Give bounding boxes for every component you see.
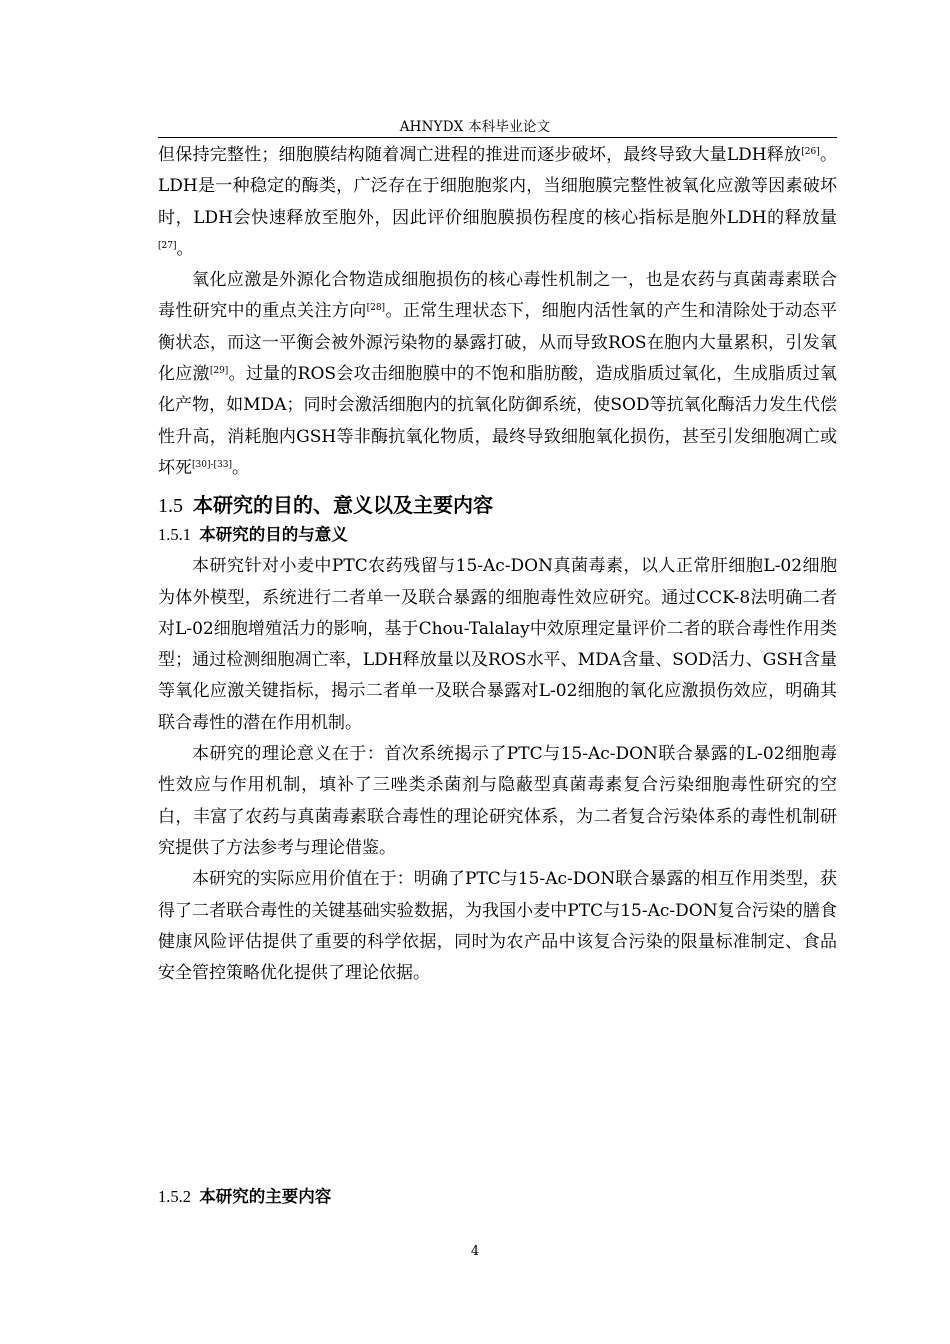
paragraph-text: 。 (176, 238, 194, 259)
section-title: 本研究的目的与意义 (199, 525, 348, 545)
section-heading-1-5-1 (158, 522, 837, 548)
section-number: 1.5.1 (158, 525, 191, 545)
running-header: AHNYDX 本科毕业论文 (399, 119, 551, 135)
citation-ref: [27] (158, 240, 177, 251)
page-body (158, 140, 837, 989)
paragraph-text: 。 (232, 457, 249, 478)
citation-ref: [26] (801, 147, 820, 157)
paragraph-text: 。正常生理状态下，细胞内活性氧的产生和清除处于动态平衡状态，而这一平衡会被外源污染物的暴露打破，从而导致ROS在胞内大量累积，引发氧化应激 (158, 301, 838, 385)
section-title: 本研究的主要内容 (199, 1187, 332, 1206)
citation-ref: [29] (209, 366, 229, 377)
paragraph-text: 。过量的ROS会攻击细胞膜中的不饱和脂肪酸，造成脂质过氧化，生成脂质过氧化产物，如MDA；同时会激活细胞内的抗氧化防御系统，使SOD等抗氧化酶活力发生代偿性升高，消耗胞内GSH等非酶抗氧化物质，最终导致细胞氧化损伤，甚至引发细胞凋亡或坏死 (158, 364, 837, 478)
header-rule (158, 137, 837, 138)
body-paragraph-purpose: 本研究针对小麦中PTC农药残留与15-Ac-DON真菌毒素，以人正常肝细胞L-02细胞为体外模型，系统进行二者单一及联合暴露的细胞毒性效应研究。通过CCK-8法明确二者对L-02细胞增殖活力的影响，基于Chou-Talalay中效原理定量评价二者的联合毒性作用类型；通过检测细胞凋亡率，LDH释放量以及ROS水平、MDA含量、SOD活力、GSH含量等氧化应激关键指标，揭示二者单一及联合暴露对L-02细胞的氧化应激损伤效应，明确其联合毒性的潜在作用机制。 (158, 556, 837, 733)
citation-ref: [30]-[33] (192, 459, 232, 470)
section-number: 1.5.2 (158, 1187, 191, 1206)
body-paragraph-theoretical-significance: 本研究的理论意义在于：首次系统揭示了PTC与15-Ac-DON联合暴露的L-02细胞毒性效应与作用机制，填补了三唑类杀菌剂与隐蔽型真菌毒素复合污染细胞毒性研究的空白，丰富了农药与真菌毒素联合毒性的理论研究体系，为二者复合污染体系的毒性机制研究提供了方法参考与理论借鉴。 (158, 744, 837, 858)
paragraph-text: 但保持完整性；细胞膜结构随着凋亡进程的推进而逐步破坏，最终导致大量LDH释放 (158, 145, 802, 165)
section-heading-1-5-2 (158, 1184, 331, 1210)
paragraph-text: 氧化应激是外源化合物造成细胞损伤的核心毒性机制之一，也是农药与真菌毒素联合毒性研究中的重点关注方向 (158, 270, 837, 322)
section-title: 本研究的目的、意义以及主要内容 (193, 493, 493, 518)
paragraph-text: 。LDH是一种稳定的酶类，广泛存在于细胞胞浆内，当细胞膜完整性被氧化应激等因素破坏时，LDH会快速释放至胞外，因此评价细胞膜损伤程度的核心指标是胞外LDH的释放量 (158, 145, 838, 228)
section-heading-1-5 (158, 490, 837, 520)
body-paragraph-practical-value: 本研究的实际应用价值在于：明确了PTC与15-Ac-DON联合暴露的相互作用类型，获得了二者联合毒性的关键基础实验数据，为我国小麦中PTC与15-Ac-DON复合污染的膳食健康风险评估提供了重要的科学依据，同时为农产品中该复合污染的限量标准制定、食品安全管控策略优化提供了理论依据。 (158, 869, 837, 984)
page-number: 4 (470, 1244, 480, 1259)
body-paragraph-oxidative-stress (158, 265, 837, 484)
body-paragraph-ldh (158, 140, 837, 265)
section-number: 1.5 (158, 495, 183, 518)
citation-ref: [28] (366, 303, 386, 314)
